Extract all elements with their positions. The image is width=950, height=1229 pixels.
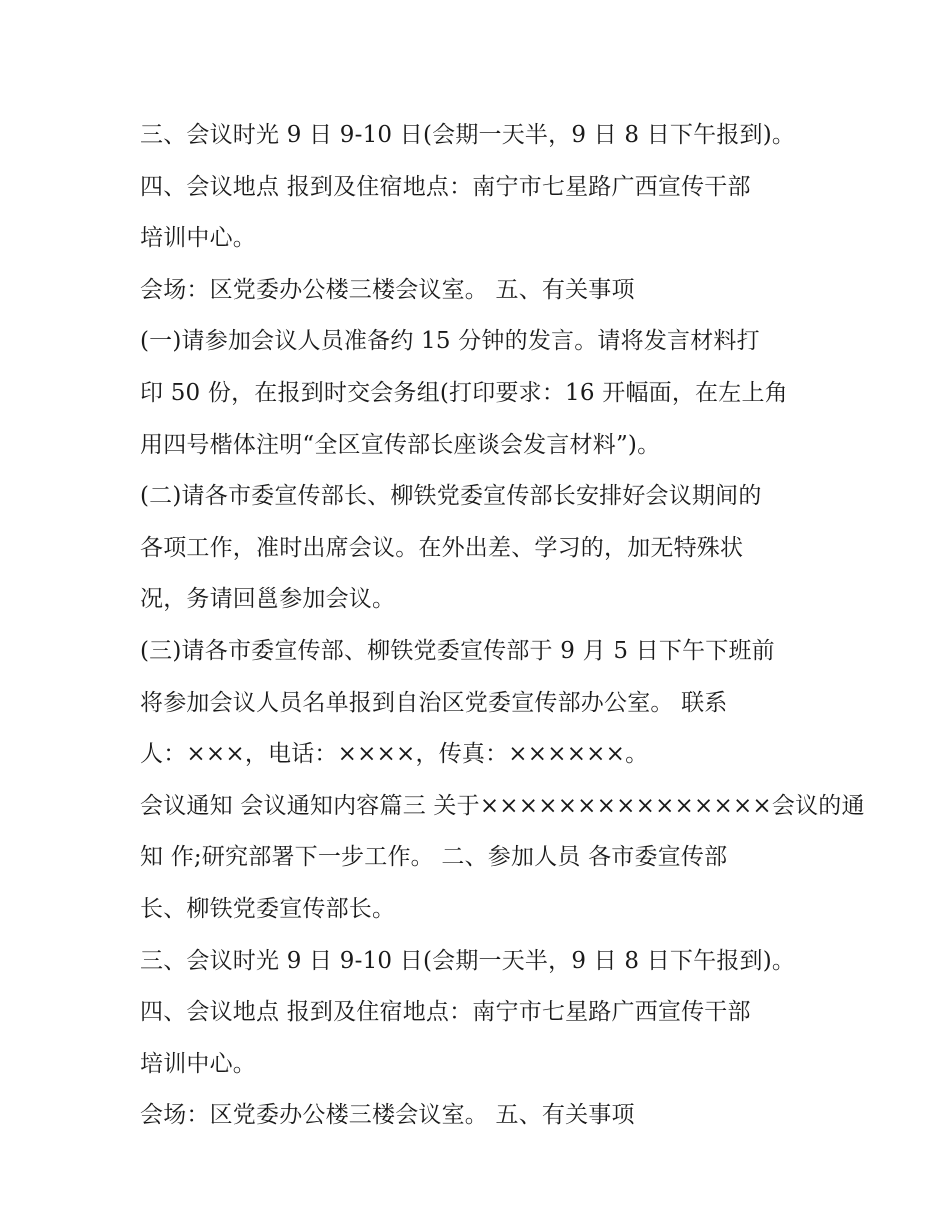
- text-line: 会场：区党委办公楼三楼会议室。 五、有关事项: [140, 1102, 635, 1129]
- text-line: 四、会议地点 报到及住宿地点：南宁市七星路广西宣传干部: [140, 173, 751, 200]
- text-line: 会场：区党委办公楼三楼会议室。 五、有关事项: [140, 276, 635, 303]
- text-line: 况，务请回邕参加会议。: [140, 586, 396, 613]
- text-line: 三、会议时光 9 日 9-10 日(会期一天半，9 日 8 日下午报到)。: [140, 122, 796, 148]
- text-line: 用四号楷体注明“全区宣传部长座谈会发言材料”)。: [140, 431, 661, 458]
- text-line: 将参加会议人员名单报到自治区党委宣传部办公室。 联系: [140, 689, 728, 716]
- text-line: 知 作;研究部署下一步工作。 二、参加人员 各市委宣传部: [140, 844, 728, 871]
- text-line: 人：×××，电话：××××，传真：××××××。: [140, 741, 649, 768]
- text-line: 会议通知 会议通知内容篇三 关于×××××××××××××××会议的通: [140, 792, 865, 819]
- text-line: (一)请参加会议人员准备约 15 分钟的发言。请将发言材料打: [140, 328, 760, 355]
- text-line: 四、会议地点 报到及住宿地点：南宁市七星路广西宣传干部: [140, 999, 751, 1026]
- text-line: 长、柳铁党委宣传部长。: [140, 895, 396, 922]
- document-body: [140, 110, 865, 1142]
- text-line: 培训中心。: [140, 1050, 256, 1077]
- text-line: (三)请各市委宣传部、柳铁党委宣传部于 9 月 5 日下午下班前: [140, 637, 775, 664]
- text-line: 各项工作，准时出席会议。在外出差、学习的，加无特殊状: [140, 534, 744, 561]
- text-line: 三、会议时光 9 日 9-10 日(会期一天半，9 日 8 日下午报到)。: [140, 947, 796, 974]
- text-line: (二)请各市委宣传部长、柳铁党委宣传部长安排好会议期间的: [140, 483, 762, 510]
- text-line: 印 50 份，在报到时交会务组(打印要求：16 开幅面，在左上角: [140, 379, 788, 406]
- text-line: 培训中心。: [140, 225, 256, 252]
